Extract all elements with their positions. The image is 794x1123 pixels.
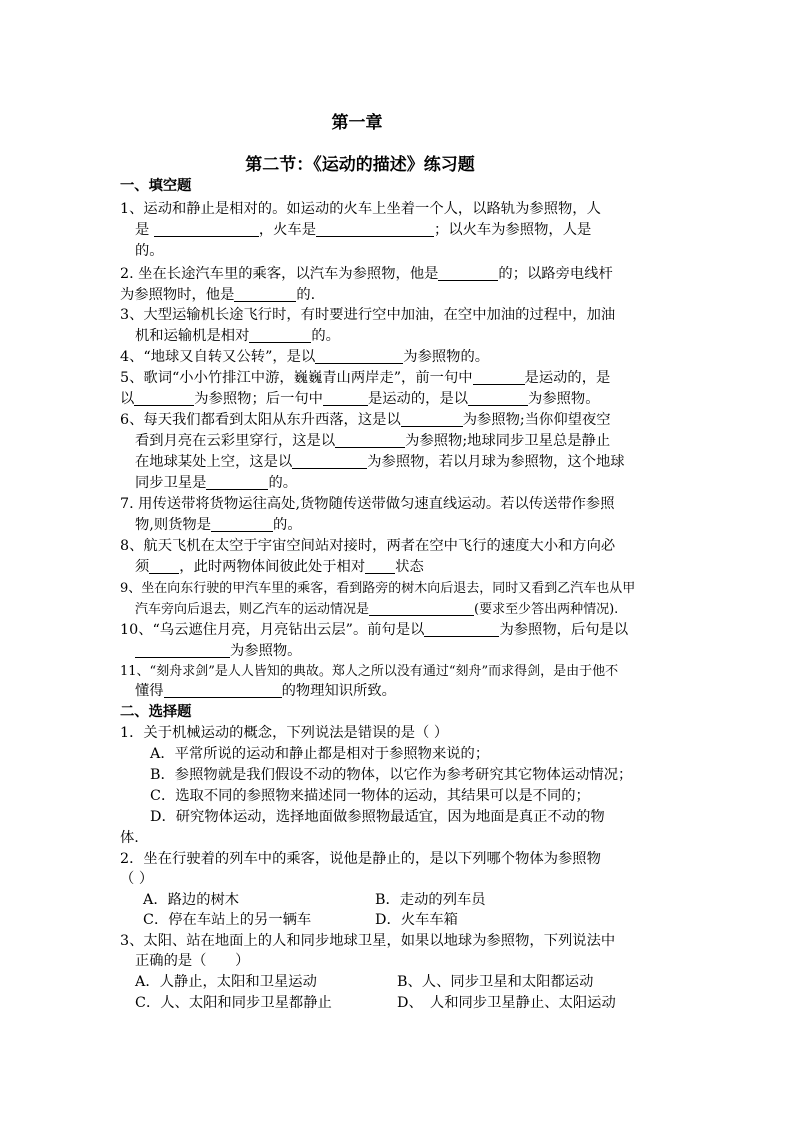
q5-blank3[interactable]: [323, 390, 368, 406]
q3-line2: 机和运输机是相对 的。: [135, 328, 340, 344]
q8-line2: 须 ，此时两物体间彼此处于相对 状态: [135, 559, 424, 575]
q4-blank[interactable]: [315, 348, 403, 364]
mc1-option-c[interactable]: C．选取不同的参照物来描述同一物体的运动，其结果可以是不同的；: [150, 788, 590, 804]
q8-blank1[interactable]: [149, 558, 179, 574]
q5-blank2[interactable]: [134, 390, 194, 406]
q2-blank2[interactable]: [234, 286, 296, 302]
mc3-option-c[interactable]: C．人、太阳和同步卫星都静止: [135, 995, 332, 1011]
mc1-option-d-cont: 体.: [120, 830, 139, 846]
q10-blank2[interactable]: [135, 642, 230, 658]
mc1-option-d[interactable]: D．研究物体运动，选择地面做参照物最适宜，因为地面是真正不动的物: [150, 809, 605, 825]
q7-blank[interactable]: [211, 516, 273, 532]
q8-line1: 8、航天飞机在太空于宇宙空间站对接时，两者在空中飞行的速度大小和方向必: [120, 538, 616, 554]
q6-line1: 6、每天我们都看到太阳从东升西落，这是以 为参照物;当你仰望夜空: [120, 412, 611, 428]
q1-line3: 的。: [135, 243, 164, 259]
q7-line1: 7. 用传送带将货物运往高处,货物随传送带做匀速直线运动。若以传送带作参照: [120, 496, 615, 512]
q11-blank[interactable]: [164, 682, 282, 698]
q3-blank[interactable]: [249, 327, 311, 343]
q2-line2: 为参照物时，他是 的.: [120, 287, 316, 303]
q11-line1: 11、“刻舟求剑”是人人皆知的典故。郑人之所以没有通过“刻舟”而求得剑，是由于他不: [120, 664, 619, 679]
q6-blank1[interactable]: [401, 411, 463, 427]
q10-line2: 为参照物。: [135, 641, 301, 662]
q6-blank3[interactable]: [292, 453, 367, 469]
part2-heading: 二、选择题: [120, 704, 192, 720]
q6-blank4[interactable]: [206, 474, 268, 490]
mc1-option-b[interactable]: B．参照物就是我们假设不动的物体，以它作为参考研究其它物体运动情况；: [150, 767, 633, 783]
q11-line2: 懂得 的物理知识所致。: [135, 683, 396, 699]
part1-heading: 一、填空题: [120, 178, 192, 194]
q5-line1: 5、歌词“小小竹排江中游，巍巍青山两岸走”，前一句中 是运动的，是: [120, 370, 611, 386]
q9-blank[interactable]: [369, 600, 474, 616]
q2-blank1[interactable]: [438, 265, 498, 281]
q5-blank4[interactable]: [468, 390, 528, 406]
q4-line: 4、“地球又自转又公转”，是以 为参照物的。: [120, 349, 490, 365]
q5-blank1[interactable]: [473, 369, 525, 385]
q6-line4: 同步卫星是 的。: [135, 475, 298, 491]
mc2-stem-line2: （ ）: [120, 871, 154, 887]
q1-blank1[interactable]: [154, 221, 259, 237]
mc3-option-a[interactable]: A．人静止，太阳和卫星运动: [135, 974, 317, 990]
mc3-stem-line1: 3、太阳、站在地面上的人和同步地球卫星，如果以地球为参照物，下列说法中: [120, 933, 616, 949]
mc3-stem-line2: 正确的是（ ）: [135, 953, 250, 969]
mc2-option-c[interactable]: C．停在车站上的另一辆车: [143, 912, 312, 928]
q7-line2: 物,则货物是 的。: [135, 517, 302, 533]
q1-blank2[interactable]: [316, 221, 434, 237]
mc3-option-b[interactable]: B、人、同步卫星和太阳都运动: [397, 974, 594, 990]
q2-line1: 2. 坐在长途汽车里的乘客，以汽车为参照物，他是 的；以路旁电线杆: [120, 266, 613, 282]
mc2-option-b[interactable]: B．走动的列车员: [375, 892, 486, 908]
q8-blank2[interactable]: [365, 558, 395, 574]
q3-line1: 3、大型运输机长途飞行时，有时要进行空中加油，在空中加油的过程中，加油: [120, 307, 616, 323]
q5-line2: 以 为参照物；后一句中 是运动的，是以 为参照物。: [120, 391, 600, 407]
q6-line2: 看到月亮在云彩里穿行，这是以 为参照物;地球同步卫星总是静止: [135, 433, 611, 449]
q6-blank2[interactable]: [335, 432, 405, 448]
mc2-option-a[interactable]: A．路边的树木: [143, 892, 240, 908]
chapter-title: 第一章: [331, 113, 383, 133]
mc2-option-d[interactable]: D．火车车箱: [375, 912, 458, 928]
mc1-option-a[interactable]: A．平常所说的运动和静止都是相对于参照物来说的；: [150, 746, 490, 762]
q6-line3: 在地球某处上空，这是以 为参照物，若以月球为参照物，这个地球: [135, 454, 625, 470]
q1-line1: 1、运动和静止是相对的。如运动的火车上坐着一个人，以路轨为参照物，人: [120, 201, 601, 217]
mc1-stem: 1．关于机械运动的概念，下列说法是错误的是（ ）: [120, 725, 449, 741]
q1-line2: 是 ，火车是 ；以火车为参照物，人是: [135, 222, 592, 238]
section-title: 第二节：《运动的描述》练习题: [245, 155, 475, 175]
q10-line1: 10、“乌云遮住月亮，月亮钻出云层”。前句是以 为参照物，后句是以: [120, 622, 629, 638]
mc3-option-d[interactable]: D、 人和同步卫星静止、太阳运动: [397, 995, 616, 1011]
mc2-stem-line1: 2．坐在行驶着的列车中的乘客，说他是静止的，是以下列哪个物体为参照物: [120, 851, 601, 867]
q10-blank1[interactable]: [424, 621, 499, 637]
q9-line2: 汽车旁向后退去，则乙汽车的运动情况是 (要求至少答出两种情况).: [135, 602, 619, 617]
q9-line1: 9、坐在向东行驶的甲汽车里的乘客，看到路旁的树木向后退去，同时又看到乙汽车也从甲: [120, 581, 636, 596]
